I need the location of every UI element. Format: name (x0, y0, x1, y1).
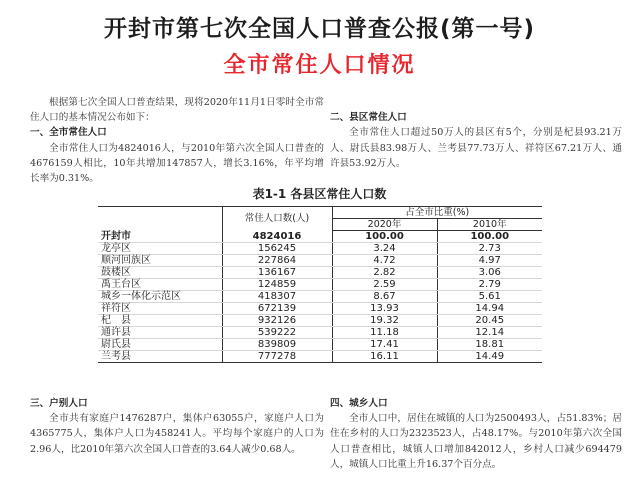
section-heading-county: 二、县区常住人口 (330, 112, 407, 124)
cell-population: 136167 (222, 267, 332, 279)
table-header-row (98, 207, 542, 219)
table-row (98, 339, 542, 351)
header-2020: 2020年 (332, 219, 437, 231)
cell-population: 156245 (222, 243, 332, 255)
header-2010: 2010年 (437, 219, 542, 231)
table-row (98, 291, 542, 303)
left-column-bottom (30, 396, 324, 457)
bulletin-subtitle: 全市常住人口情况 (223, 53, 416, 78)
cell-population: 418307 (222, 291, 332, 303)
section-text-total: 全市常住人口为4824016人，与2010年第六次全国人口普查的4676159人相比，10年共增加147857人，增长3.16%，年平均增长率为0.31%。 (30, 142, 324, 185)
section-heading-total: 一、全市常住人口 (30, 127, 107, 139)
cell-name: 城乡一体化示范区 (98, 291, 222, 303)
table-row (98, 231, 542, 243)
table-title: 表1-1 各县区常住人口数 (252, 187, 387, 201)
bulletin-title: 开封市第七次全国人口普查公报(第一号) (103, 16, 536, 42)
section-text-household: 全市共有家庭户1476287户，集体户63055户，家庭户人口为4365775人，集体户人口为458241人。平均每个家庭户的人口为2.96人，比2010年第六次全国人口普查的3.64人减少0.68人。 (30, 413, 324, 455)
cell-name: 尉氏县 (98, 339, 222, 351)
cell-population: 672139 (222, 303, 332, 315)
cell-share-2010: 100.00 (437, 231, 542, 243)
cell-share-2020: 17.41 (332, 339, 437, 351)
cell-population: 839809 (222, 339, 332, 351)
cell-share-2010: 4.97 (437, 255, 542, 267)
table-row (98, 351, 542, 363)
cell-share-2020: 13.93 (332, 303, 437, 315)
cell-share-2020: 8.67 (332, 291, 437, 303)
section-text-county: 全市常住人口超过50万人的县区有5个，分别是杞县93.21万人、尉氏县83.98万人、兰考县77.73万人、祥符区67.21万人、通许县53.92万人。 (330, 127, 622, 169)
cell-name: 祥符区 (98, 303, 222, 315)
cell-share-2020: 19.32 (332, 315, 437, 327)
cell-name: 杞 县 (98, 315, 222, 327)
cell-share-2010: 14.94 (437, 303, 542, 315)
right-column-top (330, 95, 622, 171)
cell-name: 通许县 (98, 327, 222, 339)
left-column-top (30, 95, 324, 186)
section-heading-urban-rural: 四、城乡人口 (330, 398, 388, 409)
cell-share-2010: 2.79 (437, 279, 542, 291)
table-row (98, 243, 542, 255)
cell-share-2020: 100.00 (332, 231, 437, 243)
cell-share-2010: 12.14 (437, 327, 542, 339)
cell-share-2010: 2.73 (437, 243, 542, 255)
cell-share-2020: 2.82 (332, 267, 437, 279)
cell-population: 124859 (222, 279, 332, 291)
cell-name: 禹王台区 (98, 279, 222, 291)
cell-share-2020: 2.59 (332, 279, 437, 291)
cell-share-2010: 20.45 (437, 315, 542, 327)
header-share: 占全市比重(%) (332, 207, 542, 219)
cell-share-2020: 3.24 (332, 243, 437, 255)
county-population-table (98, 206, 542, 363)
cell-population: 932126 (222, 315, 332, 327)
cell-population: 4824016 (222, 231, 332, 243)
table-row (98, 303, 542, 315)
header-empty (98, 207, 222, 231)
section-text-urban-rural: 全市人口中，居住在城镇的人口为2500493人，占51.83%；居住在乡村的人口为2323523人，占48.17%。与2010年第六次全国人口普查相比，城镇人口增加842012人，乡村人口减少694479人，城镇人口比重上升16.37个百分点。 (330, 413, 622, 470)
cell-name: 开封市 (98, 231, 222, 243)
column-spacer (330, 95, 622, 110)
cell-share-2010: 18.81 (437, 339, 542, 351)
cell-name: 兰考县 (98, 351, 222, 363)
table-row (98, 279, 542, 291)
table-body (98, 231, 542, 363)
cell-name: 龙亭区 (98, 243, 222, 255)
section-heading-household: 三、户别人口 (30, 398, 88, 409)
table-row (98, 255, 542, 267)
cell-name: 鼓楼区 (98, 267, 222, 279)
cell-population: 777278 (222, 351, 332, 363)
cell-population: 227864 (222, 255, 332, 267)
cell-share-2020: 4.72 (332, 255, 437, 267)
cell-share-2010: 5.61 (437, 291, 542, 303)
header-population: 常住人口数(人) (222, 207, 332, 231)
table-row (98, 267, 542, 279)
cell-share-2010: 14.49 (437, 351, 542, 363)
table-row (98, 315, 542, 327)
right-column-bottom (330, 396, 622, 472)
cell-population: 539222 (222, 327, 332, 339)
intro-paragraph: 根据第七次全国人口普查结果，现将2020年11月1日零时全市常住人口的基本情况公布如下： (30, 97, 324, 124)
cell-share-2010: 3.06 (437, 267, 542, 279)
table-row (98, 327, 542, 339)
cell-name: 顺河回族区 (98, 255, 222, 267)
cell-share-2020: 11.18 (332, 327, 437, 339)
cell-share-2020: 16.11 (332, 351, 437, 363)
